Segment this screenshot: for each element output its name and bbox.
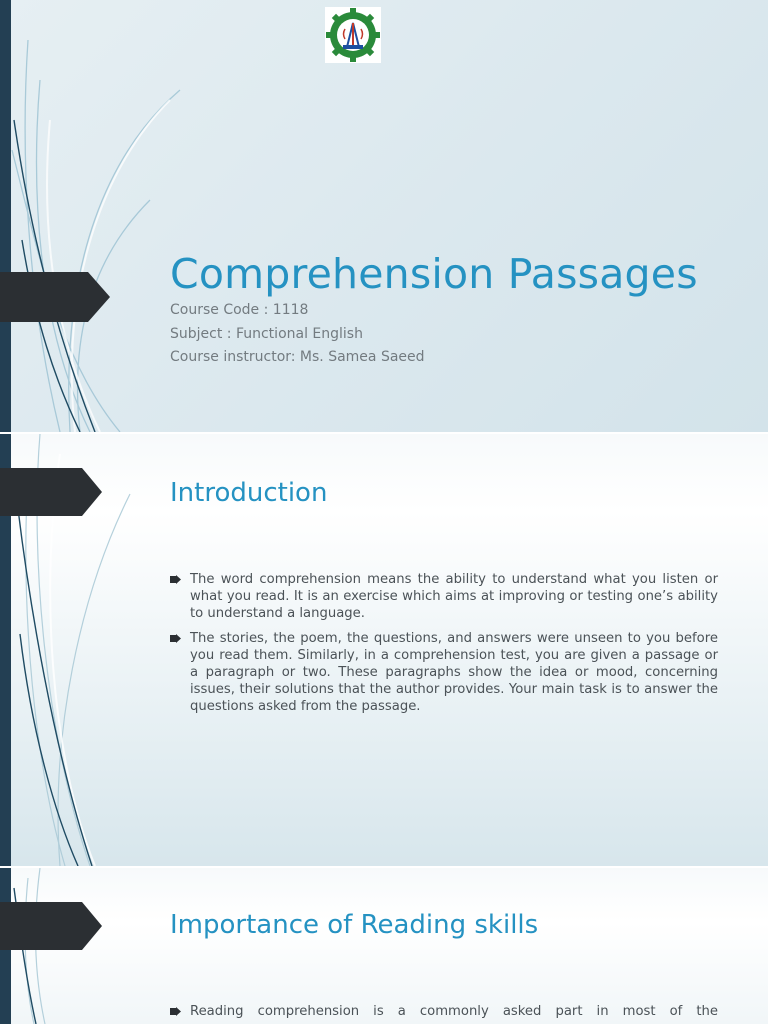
subject: Subject : Functional English: [170, 326, 363, 342]
slide-title: [0, 0, 768, 432]
slide-tab-marker: [0, 902, 110, 950]
list-item: [170, 1003, 718, 1020]
arrow-bullet-icon: [170, 1007, 181, 1016]
list-item: [170, 630, 718, 715]
arrow-bullet-icon: [170, 634, 181, 643]
bullet-text: The word comprehension means the ability to understand what you listen or what you read. It is an exercise which aims at improving or testing one’s ability to understand a language.: [190, 572, 718, 621]
slide-tab-marker: [0, 468, 110, 516]
decorative-curves: [0, 0, 768, 432]
slide-introduction: [0, 434, 768, 866]
arrow-bullet-icon: [170, 575, 181, 584]
bullet-list: [170, 1003, 718, 1024]
left-accent-bar: [0, 0, 11, 432]
course-code: Course Code : 1118: [170, 302, 309, 318]
bullet-list: [170, 571, 718, 723]
course-instructor: Course instructor: Ms. Samea Saeed: [170, 349, 425, 365]
list-item: [170, 571, 718, 622]
section-title: Introduction: [170, 478, 328, 508]
bullet-text: Reading comprehension is a commonly asked part in most of the: [190, 1004, 718, 1019]
university-logo: [325, 7, 381, 63]
bullet-text: The stories, the poem, the questions, and answers were unseen to you before you read them. Similarly, in a comprehension test, you are given a passage or a paragraph or two. These paragraphs show the idea or mood, concerning issues, their solutions that the author provides. Your main task is to answer the questions asked from the passage.: [190, 631, 718, 714]
slide-tab-marker: [0, 272, 110, 322]
presentation-title: Comprehension Passages: [170, 250, 698, 298]
decorative-curves: [0, 868, 768, 1024]
gear-emblem-icon: [325, 7, 381, 63]
section-title: Importance of Reading skills: [170, 910, 539, 940]
slide-reading-skills: [0, 868, 768, 1024]
